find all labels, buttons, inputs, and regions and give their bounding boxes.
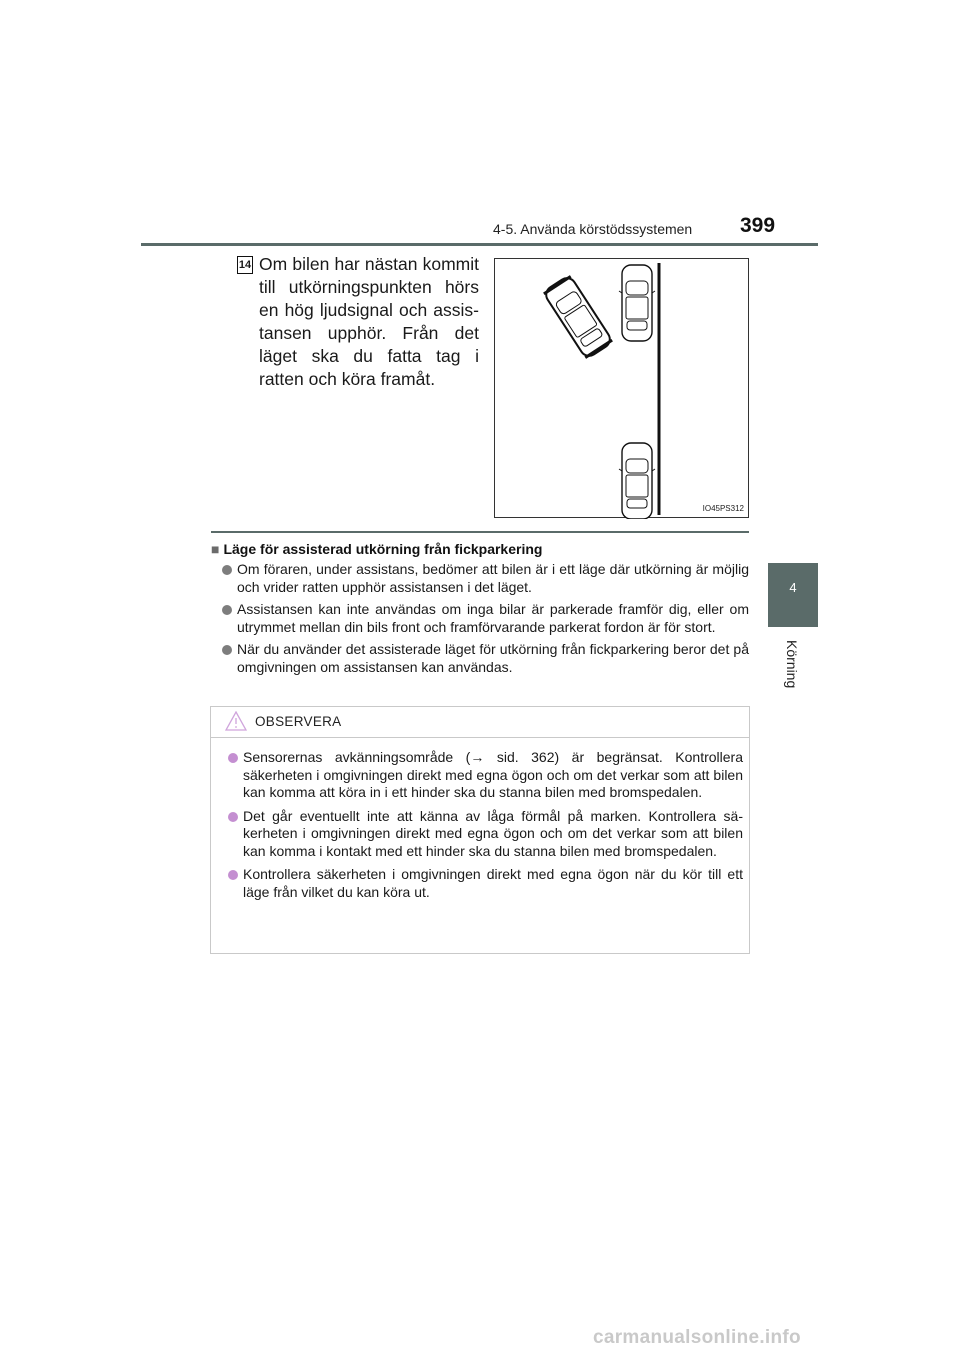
chapter-label: Körning [784,640,800,689]
bullet-dot-icon [222,565,232,575]
caution-item [228,808,743,861]
parked-car-front [619,265,655,341]
list-item-text: Assistansen kan inte användas om inga bilar är parkerade framför dig, eller om utrymmet mellan din bils front och framförvarande parkerat fordon är för stort. [237,601,749,635]
header-divider [141,243,818,246]
list-item [222,601,749,636]
step-number-badge: 14 [237,256,253,274]
step-text: Om bilen har nästan kommit till utkörningspunkten hörs en hög ljudsignal och assistansen upphör. Från det läget ska du fatta tag i ratten och köra framåt. [259,254,479,389]
caution-box [210,706,750,954]
caution-item [228,866,743,901]
bullet-dot-icon [228,753,238,763]
bullet-dot-icon [222,605,232,615]
page-number: 399 [740,214,776,237]
bullet-list [222,561,749,681]
caution-item-text: Det går eventuellt inte att känna av låga förmål på marken. Kontrollera säkerheten i omgivningen direkt med egna ögon och om det verkar som att bilen kan komma i kontakt med ett hinder ska du stanna bilen med bromspedalen. [243,807,743,859]
list-item [222,641,749,676]
list-item-text: När du använder det assisterade läget för utkörning från fickparkering beror det på omgivningen om assistansen kan användas. [237,641,749,675]
caution-item-text: Sensorernas avkänningsområde (→ sid. 362) är begränsat. Kontrollera säkerheten i omgivningen direkt med egna ögon och om det verkar som att bilen kan komma att köra in i ett hinder ska du stanna bilen med bromspedalen. [243,749,743,800]
parking-diagram [495,259,750,519]
caution-list [228,749,743,907]
bullet-dot-icon [222,645,232,655]
watermark: carmanualsonline.info [593,1327,801,1348]
list-item [222,561,749,596]
section-heading-text: Läge för assisterad utkörning från fickparkering [223,541,543,557]
caution-item [228,749,743,802]
bullet-dot-icon [228,812,238,822]
section-heading [211,541,542,557]
bullet-dot-icon [228,870,238,880]
warning-triangle-icon [225,711,247,731]
section-divider [211,531,749,533]
parked-car-rear [619,443,655,519]
header-section-title: 4-5. Använda körstödssystemen [493,221,693,237]
figure-code: IO45PS312 [702,504,744,513]
caution-header [211,707,749,738]
caution-item-text: Kontrollera säkerheten i omgivningen direkt med egna ögon när du kör till ett läge från vilket du kan köra ut. [243,866,743,900]
square-bullet-icon: ■ [211,541,220,557]
caution-title: OBSERVERA [255,714,342,729]
parking-illustration [494,258,749,518]
chapter-tab: 4 [768,563,818,627]
list-item-text: Om föraren, under assistans, bedömer att bilen är i ett läge där utkörning är möjlig och vrider ratten upphör assistansen i det läget. [237,561,749,595]
own-car [543,275,613,360]
